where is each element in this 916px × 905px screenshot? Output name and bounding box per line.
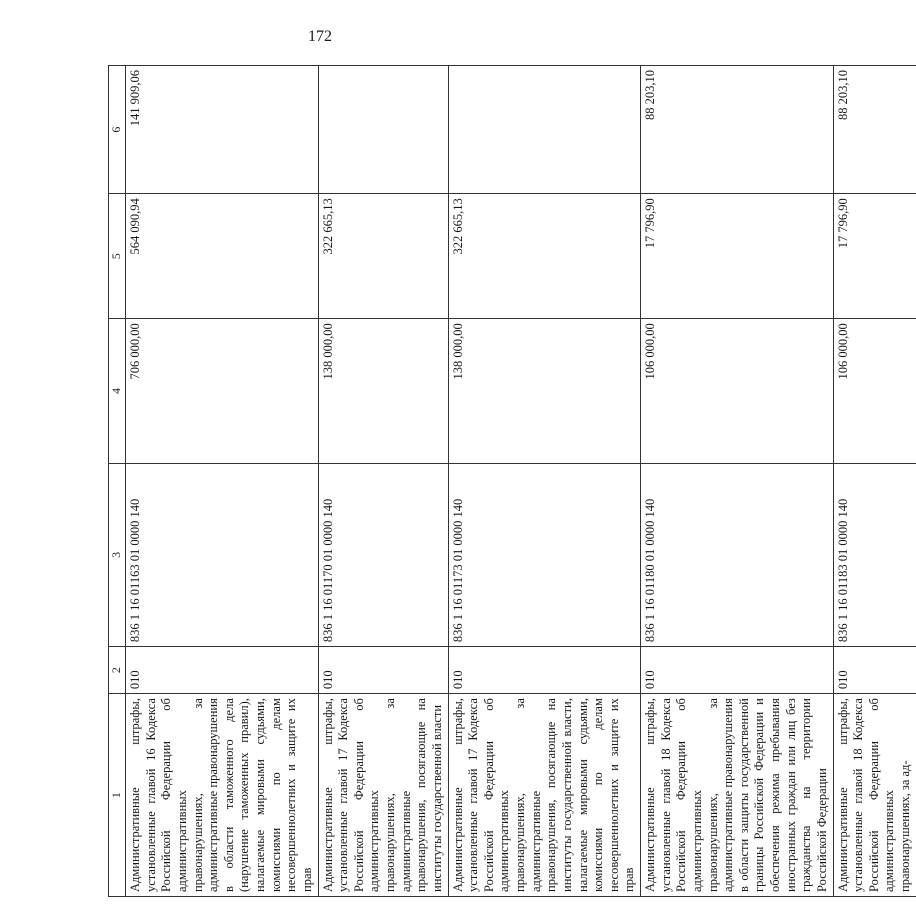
executed-amount: 17 796,90 bbox=[833, 194, 916, 319]
column-header: 1 bbox=[109, 694, 126, 897]
page-number: 172 bbox=[308, 28, 332, 45]
remaining-amount: 88 203,10 bbox=[641, 66, 834, 194]
budget-classification-code: 836 1 16 01173 01 0000 140 bbox=[448, 463, 641, 646]
column-number-row bbox=[109, 66, 126, 897]
remaining-amount: 88 203,10 bbox=[833, 66, 916, 194]
administrator-code: 010 bbox=[833, 647, 916, 694]
planned-amount: 106 000,00 bbox=[833, 319, 916, 463]
income-description: Административные штрафы, установленные главой 16 Кодекса Российской Федерации об административных правонарушениях, за административные правонарушения в области таможенного дела (нарушение таможенных правил), налагаемые мировыми судьями, комиссиями по делам несовершеннолетних и защите их прав bbox=[126, 694, 319, 897]
table-row bbox=[833, 66, 916, 897]
table-row bbox=[126, 66, 319, 897]
planned-amount: 138 000,00 bbox=[318, 319, 448, 463]
column-header: 3 bbox=[109, 463, 126, 646]
executed-amount: 322 665,13 bbox=[448, 194, 641, 319]
landscape-table-wrapper bbox=[108, 65, 912, 897]
remaining-amount bbox=[318, 66, 448, 194]
remaining-amount: 141 909,06 bbox=[126, 66, 319, 194]
planned-amount: 706 000,00 bbox=[126, 319, 319, 463]
executed-amount: 564 090,94 bbox=[126, 194, 319, 319]
income-description: Административные штрафы, установленные главой 18 Кодекса Российской Федерации об административных правонарушениях, за ад- bbox=[833, 694, 916, 897]
budget-table bbox=[108, 65, 916, 897]
income-description: Административные штрафы, установленные главой 18 Кодекса Российской Федерации об административных правонарушениях, за административные правонарушения в области защиты государственной границы Российской Федерации и обеспечения режима пребывания иностранных граждан или лиц без гражданства на территории Российской Федерации bbox=[641, 694, 834, 897]
administrator-code: 010 bbox=[126, 647, 319, 694]
executed-amount: 322 665,13 bbox=[318, 194, 448, 319]
column-header: 2 bbox=[109, 647, 126, 694]
income-description: Административные штрафы, установленные главой 17 Кодекса Российской Федерации об административных правонарушениях, за административные правонарушения, посягающие на институты государственной власти bbox=[318, 694, 448, 897]
budget-classification-code: 836 1 16 01163 01 0000 140 bbox=[126, 463, 319, 646]
column-header: 4 bbox=[109, 319, 126, 463]
table-row bbox=[318, 66, 448, 897]
administrator-code: 010 bbox=[641, 647, 834, 694]
planned-amount: 138 000,00 bbox=[448, 319, 641, 463]
column-header: 6 bbox=[109, 66, 126, 194]
administrator-code: 010 bbox=[448, 647, 641, 694]
budget-classification-code: 836 1 16 01180 01 0000 140 bbox=[641, 463, 834, 646]
table-row bbox=[448, 66, 641, 897]
table-row bbox=[641, 66, 834, 897]
budget-classification-code: 836 1 16 01170 01 0000 140 bbox=[318, 463, 448, 646]
column-header: 5 bbox=[109, 194, 126, 319]
income-description: Административные штрафы, установленные главой 17 Кодекса Российской Федерации об административных правонарушениях, за административные правонарушения, посягающие на институты государственной власти, налагаемые мировыми судьями, комиссиями по делам несовершеннолетних и защите их прав bbox=[448, 694, 641, 897]
budget-classification-code: 836 1 16 01183 01 0000 140 bbox=[833, 463, 916, 646]
planned-amount: 106 000,00 bbox=[641, 319, 834, 463]
administrator-code: 010 bbox=[318, 647, 448, 694]
executed-amount: 17 796,90 bbox=[641, 194, 834, 319]
remaining-amount bbox=[448, 66, 641, 194]
